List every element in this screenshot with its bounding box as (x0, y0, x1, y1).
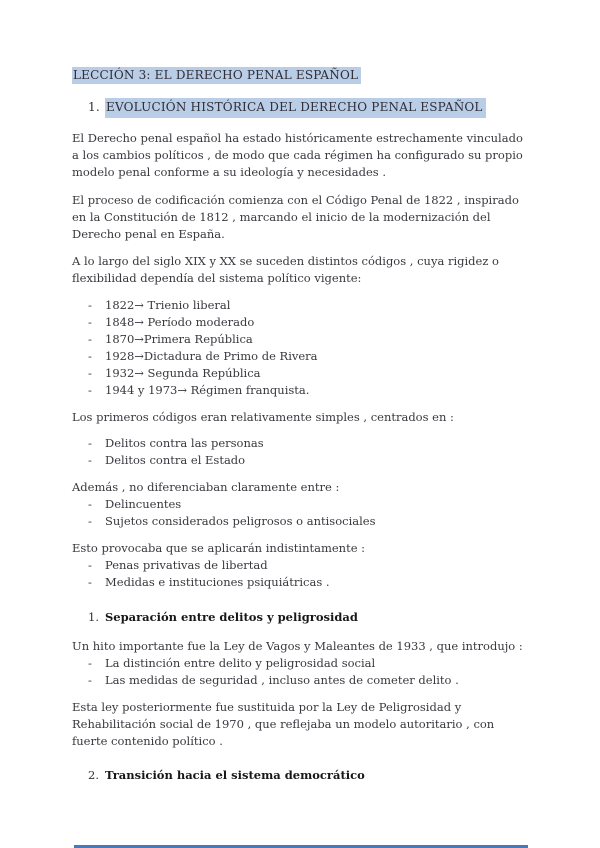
paragraph-intro: El Derecho penal español ha estado históricamente estrechamente vinculado a los cambios políticos , de modo que cada régimen ha configurado su propio modelo penal conforme a su ideología y necesidades . (72, 131, 523, 179)
list-item: - 1944 y 1973→ Régimen franquista. (72, 382, 528, 399)
paragraph-ademas: Además , no diferenciaban claramente entre : (72, 480, 340, 494)
list-item: - Medidas e instituciones psiquiátricas . (72, 574, 528, 591)
subheading-transicion-number: 2. (88, 768, 99, 782)
paragraph-codificacion: El proceso de codificación comienza con el Código Penal de 1822 , inspirado en la Constitución de 1812 , marcando el inicio de la modernización del Derecho penal en España. (72, 193, 519, 241)
section-heading-1-number: 1. (88, 100, 100, 114)
centrados-list (72, 435, 528, 469)
list-item: - Las medidas de seguridad , incluso antes de cometer delito . (72, 672, 528, 689)
subheading-transicion (72, 767, 528, 784)
aplicacion-list (72, 557, 528, 591)
list-item: - Penas privativas de libertad (72, 557, 528, 574)
list-item: - Delitos contra las personas (72, 435, 528, 452)
paragraph-primeros: Los primeros códigos eran relativamente simples , centrados en : (72, 410, 454, 424)
subheading-separacion-number: 1. (88, 610, 99, 624)
list-item: - Sujetos considerados peligrosos o antisociales (72, 513, 528, 530)
title-highlight: LECCIÓN 3: EL DERECHO PENAL ESPAÑOL (72, 67, 361, 84)
paragraph-provocaba: Esto provocaba que se aplicarán indistintamente : (72, 541, 366, 555)
subheading-separacion-text: Separación entre delitos y peligrosidad (105, 610, 358, 624)
list-item: - 1870→Primera República (72, 331, 528, 348)
list-item: - Delitos contra el Estado (72, 452, 528, 469)
list-item: - 1848→ Período moderado (72, 314, 528, 331)
paragraph-hito: Un hito importante fue la Ley de Vagos y Maleantes de 1933 , que introdujo : (72, 639, 523, 653)
list-item: - 1932→ Segunda República (72, 365, 528, 382)
list-item: - La distinción entre delito y peligrosidad social (72, 655, 528, 672)
list-item: - 1928→Dictadura de Primo de Rivera (72, 348, 528, 365)
page-title (72, 67, 528, 84)
ley1933-list (72, 655, 528, 689)
codes-timeline-list (72, 297, 528, 399)
list-item: - 1822→ Trienio liberal (72, 297, 528, 314)
section-heading-1 (72, 98, 528, 118)
section-heading-1-text: EVOLUCIÓN HISTÓRICA DEL DERECHO PENAL ESPAÑOL (105, 98, 486, 118)
paragraph-siglos: A lo largo del siglo XIX y XX se suceden distintos códigos , cuya rigidez o flexibilidad dependía del sistema político vigente: (72, 254, 499, 285)
paragraph-sustitucion: Esta ley posteriormente fue sustituida por la Ley de Peligrosidad y Rehabilitación social de 1970 , que reflejaba un modelo autoritario , con fuerte contenido político . (72, 700, 495, 748)
diferencia-list (72, 496, 528, 530)
list-item: - Delincuentes (72, 496, 528, 513)
subheading-separacion (72, 609, 528, 626)
subheading-transicion-text: Transición hacia el sistema democrático (105, 768, 365, 782)
